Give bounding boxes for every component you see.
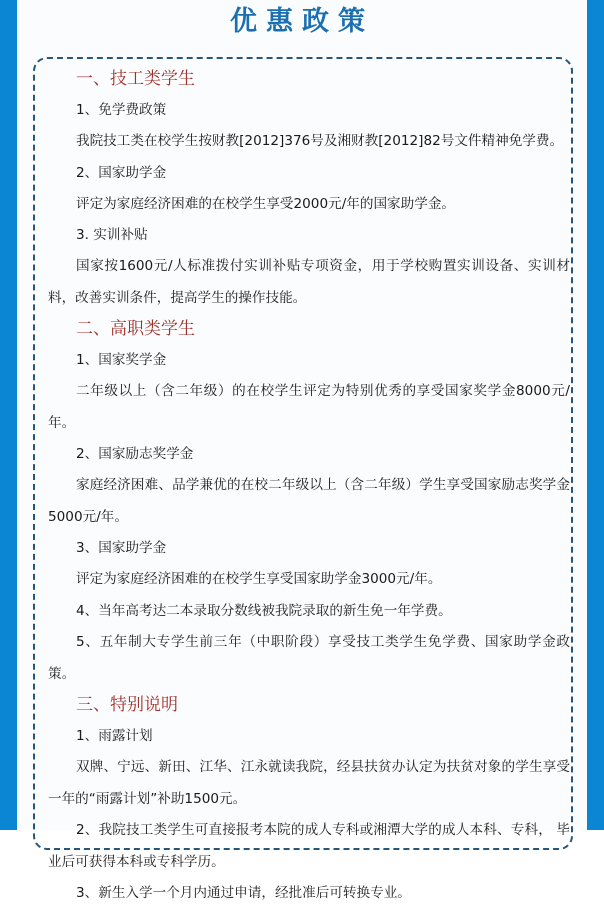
note-major-transfer: 3、新生入学一个月内通过申请，经批准后可转换专业。: [76, 885, 411, 901]
left-blue-border: [0, 0, 17, 830]
note-adult-education: 2、我院技工类学生可直接报考本院的成人专科或湘潭大学的成人本科、专科， 毕业后可获得本科或专科学历。: [48, 822, 570, 870]
section-special-notes: [48, 690, 570, 910]
page-title: 优惠政策: [230, 6, 374, 37]
item-text-yulu-plan: 双牌、宁远、新田、江华、江永就读我院，经县扶贫办认定为扶贫对象的学生享受一年的“雨露计划”补助1500元。: [48, 759, 570, 807]
item-text-national-grant: 评定为家庭经济困难的在校学生享受国家助学金3000元/年。: [76, 571, 442, 587]
note-five-year-program: 5、五年制大专学生前三年（中职阶段）享受技工类学生免学费、国家助学金政策。: [48, 634, 570, 682]
item-text-national-scholarship: 二年级以上（含二年级）的在校学生评定为特别优秀的享受国家奖学金8000元/年。: [48, 383, 570, 431]
right-blue-border: [587, 0, 604, 830]
section-heading: 三、特别说明: [76, 695, 178, 715]
item-text-training-subsidy: 国家按1600元/人标准拨付实训补贴专项资金，用于学校购置实训设备、实训材料，改善实训条件，提高学生的操作技能。: [48, 258, 570, 306]
note-gaokao-tuition-waiver: 4、当年高考达二本录取分数线被我院录取的新生免一年学费。: [76, 602, 452, 619]
item-title-yulu-plan: 1、雨露计划: [76, 728, 153, 744]
item-title-tuition-waiver: 1、免学费政策: [76, 102, 167, 118]
section-vocational-college-students: [48, 314, 570, 690]
policy-content: [48, 64, 570, 910]
item-title-national-scholarship: 1、国家奖学金: [76, 352, 167, 368]
item-text-tuition-waiver: 我院技工类在校学生按财教[2012]376号及湘财教[2012]82号文件精神免学费。: [76, 133, 564, 149]
item-title-national-grant: 2、国家助学金: [76, 164, 167, 181]
section-heading: 一、技工类学生: [76, 69, 195, 89]
section-technical-students: [48, 64, 570, 314]
item-title-training-subsidy: 3. 实训补贴: [76, 227, 148, 243]
item-text-national-grant: 评定为家庭经济困难的在校学生享受2000元/年的国家助学金。: [76, 195, 456, 212]
item-title-national-grant: 3、国家助学金: [76, 540, 167, 556]
section-heading: 二、高职类学生: [76, 319, 195, 339]
item-text-encouragement-scholarship: 家庭经济困难、品学兼优的在校二年级以上（含二年级）学生享受国家励志奖学金5000元/年。: [48, 477, 570, 525]
item-title-encouragement-scholarship: 2、国家励志奖学金: [76, 446, 194, 462]
